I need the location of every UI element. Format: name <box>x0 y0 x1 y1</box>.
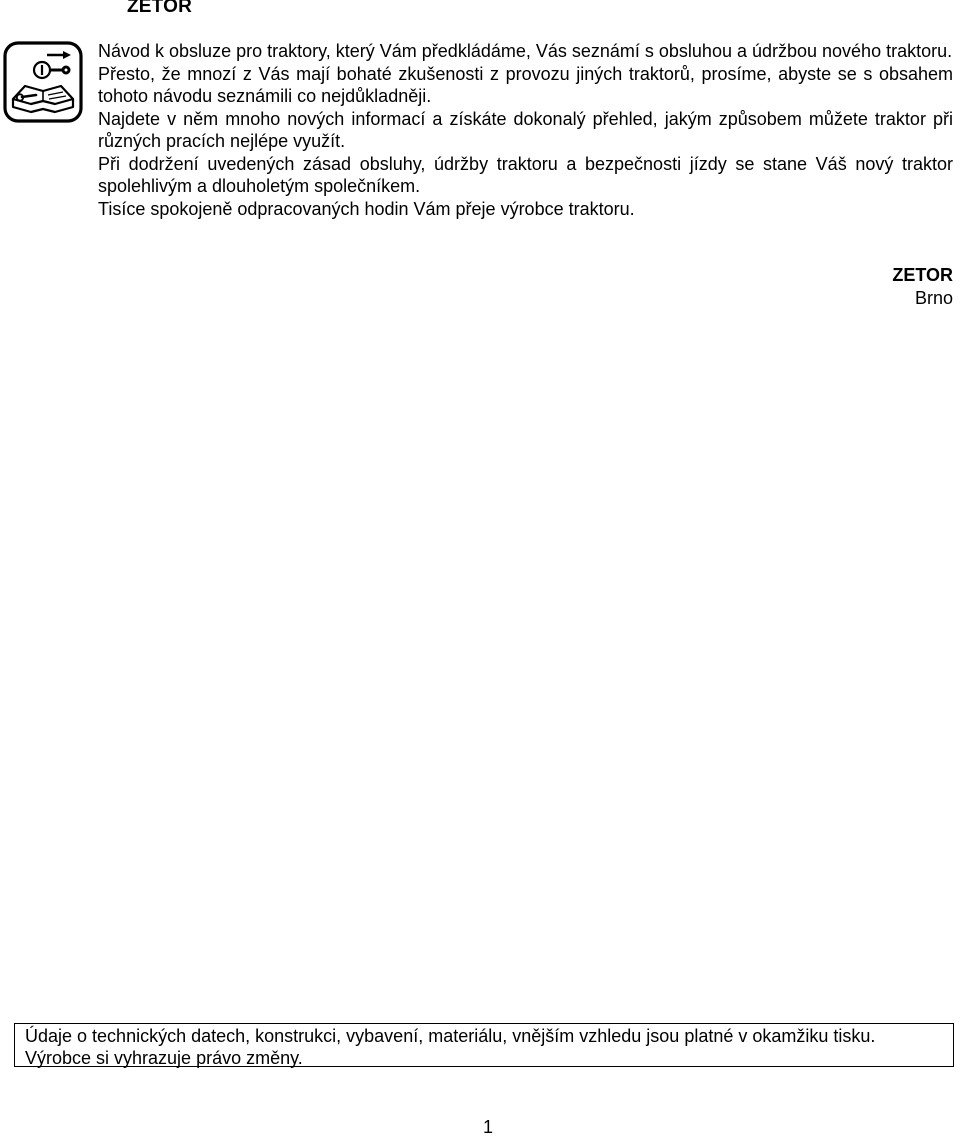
read-manual-icon <box>3 41 83 123</box>
disclaimer-line: Výrobce si vyhrazuje právo změny. <box>25 1048 303 1068</box>
page-number: 1 <box>482 1117 493 1137</box>
signature-block <box>892 264 953 310</box>
intro-text <box>98 40 953 220</box>
disclaimer-line: Údaje o technických datech, konstrukci, vybavení, materiálu, vnějším vzhledu jsou platné v okamžiku tisku. <box>25 1026 876 1046</box>
intro-paragraph: Přesto, že mnozí z Vás mají bohaté zkušenosti z provozu jiných traktorů, prosíme, abyste se s obsahem tohoto návodu seznámili co nejdůkladněji. <box>98 63 953 106</box>
signature-city: Brno <box>914 288 953 308</box>
header-brand: ZETOR <box>127 0 193 17</box>
intro-paragraph: Při dodržení uvedených zásad obsluhy, údržby traktoru a bezpečnosti jízdy se stane Váš nový traktor spolehlivým a dlouholetým společníkem. <box>98 153 953 196</box>
intro-paragraph: Tisíce spokojeně odpracovaných hodin Vám přeje výrobce traktoru. <box>98 198 635 219</box>
signature-brand: ZETOR <box>892 265 953 285</box>
intro-paragraph: Návod k obsluze pro traktory, který Vám předkládáme, Vás seznámí s obsluhou a údržbou nového traktoru. <box>98 41 953 61</box>
intro-paragraph: Najdete v něm mnoho nových informací a získáte dokonalý přehled, jakým způsobem můžete traktor při různých pracích nejlépe využít. <box>98 108 953 151</box>
disclaimer-box <box>14 1023 954 1067</box>
